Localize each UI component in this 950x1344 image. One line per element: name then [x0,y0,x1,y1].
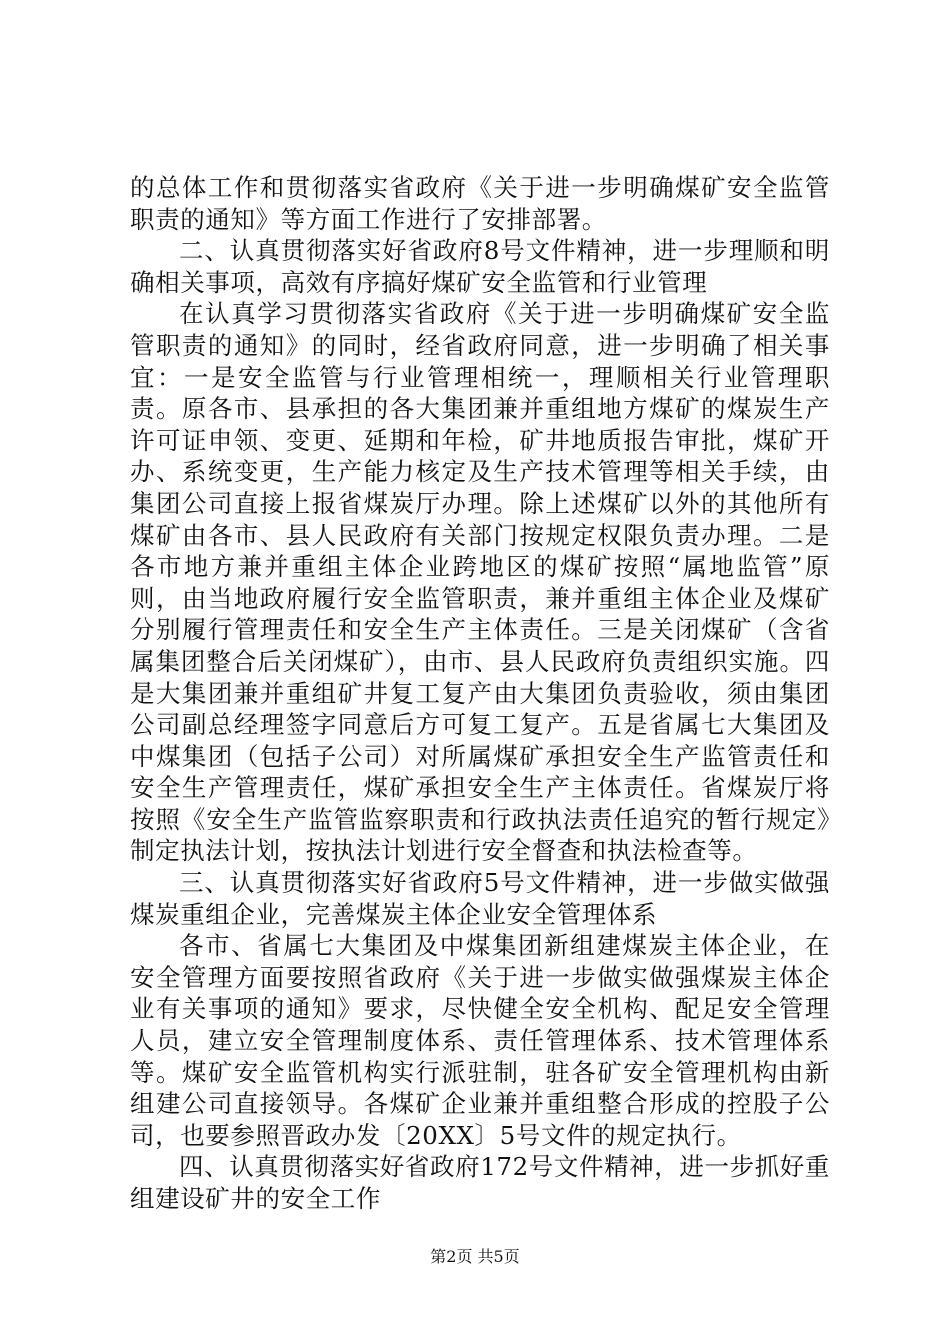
document-body [130,172,830,1215]
section-heading-3: 三、认真贯彻落实好省政府5号文件精神，进一步做实做强煤炭重组企业，完善煤炭主体企业安全管理体系 [130,868,830,929]
page-footer: 第2页 共5页 [430,1247,520,1266]
paragraph: 各市、省属七大集团及中煤集团新组建煤炭主体企业，在安全管理方面要按照省政府《关于进一步做实做强煤炭主体企业有关事项的通知》要求，尽快健全安全机构、配足安全管理人员，建立安全管理制度体系、责任管理体系、技术管理体系等。煤矿安全监管机构实行派驻制，驻各矿安全管理机构由新组建公司直接领导。各煤矿企业兼并重组整合形成的控股子公司，也要参照晋政办发〔20XX〕5号文件的规定执行。 [130,931,830,1150]
section-heading-4: 四、认真贯彻落实好省政府172号文件精神，进一步抓好重组建设矿井的安全工作 [130,1152,830,1213]
paragraph: 在认真学习贯彻落实省政府《关于进一步明确煤矿安全监管职责的通知》的同时，经省政府同意，进一步明确了相关事宜：一是安全监管与行业管理相统一，理顺相关行业管理职责。原各市、县承担的各大集团兼并重组地方煤矿的煤炭生产许可证申领、变更、延期和年检，矿井地质报告审批，煤矿开办、系统变更，生产能力核定及生产技术管理等相关手续，由集团公司直接上报省煤炭厅办理。除上述煤矿以外的其他所有煤矿由各市、县人民政府有关部门按规定权限负责办理。二是各市地方兼并重组主体企业跨地区的煤矿按照“属地监管”原则，由当地政府履行安全监管职责，兼并重组主体企业及煤矿分别履行管理责任和安全生产主体责任。三是关闭煤矿（含省属集团整合后关闭煤矿），由市、县人民政府负责组织实施。四是大集团兼并重组矿井复工复产由大集团负责验收，须由集团公司副总经理签字同意后方可复工复产。五是省属七大集团及中煤集团（包括子公司）对所属煤矿承担安全生产监管责任和安全生产管理责任，煤矿承担安全生产主体责任。省煤炭厅将按照《安全生产监管监察职责和行政执法责任追究的暂行规定》制定执法计划，按执法计划进行安全督查和执法检查等。 [130,299,830,866]
section-heading-2: 二、认真贯彻落实好省政府8号文件精神，进一步理顺和明确相关事项，高效有序搞好煤矿安全监管和行业管理 [130,236,830,297]
paragraph-continuation: 的总体工作和贯彻落实省政府《关于进一步明确煤矿安全监管职责的通知》等方面工作进行了安排部署。 [130,173,830,234]
